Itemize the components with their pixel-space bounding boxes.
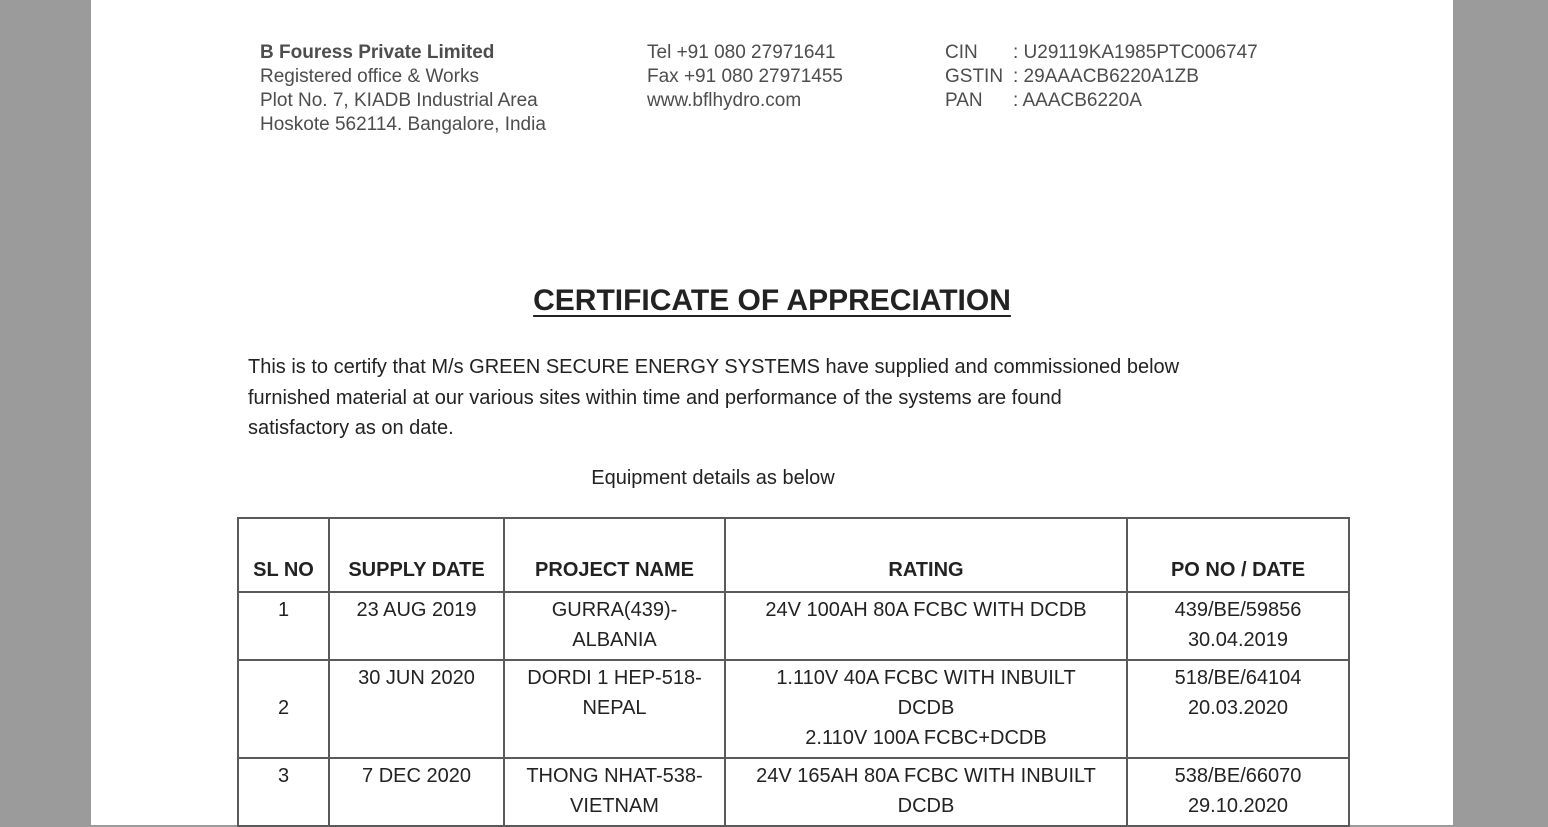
cell-po-no-date — [1127, 592, 1349, 660]
cell-line: 2.110V 100A FCBC+DCDB — [805, 727, 1047, 749]
cell-line: 439/BE/59856 — [1174, 599, 1302, 621]
cell-supply-date: 7 DEC 2020 — [329, 758, 504, 826]
id-value: : U29119KA1985PTC006747 — [1013, 42, 1258, 63]
cell-rating — [725, 758, 1127, 826]
cell-line: 518/BE/64104 — [1174, 667, 1302, 689]
cell-line: VIETNAM — [570, 795, 659, 817]
id-key: GSTIN — [945, 66, 1004, 87]
cell-supply-date: 30 JUN 2020 — [329, 660, 504, 758]
cell-project-name — [504, 592, 725, 660]
pan-line — [945, 89, 1258, 113]
id-value: : AAACB6220A — [1013, 90, 1142, 111]
equipment-table — [237, 517, 1350, 827]
cell-rating — [725, 592, 1127, 660]
gstin-line — [945, 65, 1258, 89]
cell-line: 29.10.2020 — [1187, 795, 1289, 817]
table-header-row — [238, 518, 1349, 592]
intro-line: satisfactory as on date. — [248, 417, 454, 439]
company-ids-block — [945, 41, 1258, 113]
address-line: Registered office & Works — [260, 66, 479, 87]
intro-line: This is to certify that M/s GREEN SECURE ENERGY SYSTEMS have supplied and commissioned below — [248, 356, 1180, 378]
header-supply-date: SUPPLY DATE — [329, 518, 504, 592]
cell-project-name — [504, 758, 725, 826]
cell-project-name — [504, 660, 725, 758]
phone-line: Tel +91 080 27971641 — [647, 42, 836, 63]
company-contact-block — [647, 41, 843, 113]
header-sl-no: SL NO — [238, 518, 329, 592]
intro-line: furnished material at our various sites within time and performance of the systems are found — [248, 386, 1062, 409]
cell-sl-no: 1 — [238, 592, 329, 660]
cin-line — [945, 41, 1258, 65]
cell-line: ALBANIA — [572, 629, 657, 651]
cell-line: 1.110V 40A FCBC WITH INBUILT — [776, 667, 1076, 689]
company-address-block — [260, 41, 546, 137]
cell-line: NEPAL — [582, 697, 647, 719]
certificate-title: CERTIFICATE OF APPRECIATION — [533, 284, 1011, 317]
header-rating: RATING — [725, 518, 1127, 592]
address-line: Plot No. 7, KIADB Industrial Area — [260, 90, 538, 111]
id-value: : 29AAACB6220A1ZB — [1013, 66, 1199, 87]
cell-po-no-date — [1127, 660, 1349, 758]
cell-line: THONG NHAT-538- — [526, 765, 703, 787]
cell-line: 20.03.2020 — [1187, 697, 1289, 719]
id-key: PAN — [945, 90, 983, 111]
cell-line: DCDB — [897, 795, 955, 817]
document-page — [91, 0, 1453, 825]
website-line: www.bflhydro.com — [647, 90, 802, 111]
table-row — [238, 758, 1349, 826]
cell-po-no-date — [1127, 758, 1349, 826]
equipment-heading: Equipment details as below — [591, 467, 835, 489]
cell-line: 30.04.2019 — [1187, 629, 1289, 651]
cell-line: DORDI 1 HEP-518- — [527, 667, 702, 689]
intro-paragraph — [248, 352, 1268, 444]
certificate-title-wrap — [91, 284, 1453, 318]
id-key: CIN — [945, 42, 978, 63]
cell-sl-no: 2 — [238, 660, 329, 758]
cell-line: 538/BE/66070 — [1174, 765, 1302, 787]
table-row — [238, 660, 1349, 758]
fax-line: Fax +91 080 27971455 — [647, 66, 843, 87]
cell-rating — [725, 660, 1127, 758]
cell-supply-date: 23 AUG 2019 — [329, 592, 504, 660]
cell-sl-no: 3 — [238, 758, 329, 826]
cell-line: 24V 100AH 80A FCBC WITH DCDB — [765, 599, 1087, 621]
cell-line: DCDB — [897, 697, 955, 719]
company-name: B Fouress Private Limited — [260, 42, 495, 63]
header-project-name: PROJECT NAME — [504, 518, 725, 592]
header-po-no-date: PO NO / DATE — [1127, 518, 1349, 592]
table-row — [238, 592, 1349, 660]
cell-line: GURRA(439)- — [551, 599, 678, 621]
address-line: Hoskote 562114. Bangalore, India — [260, 114, 546, 135]
cell-line: 24V 165AH 80A FCBC WITH INBUILT — [756, 765, 1096, 787]
